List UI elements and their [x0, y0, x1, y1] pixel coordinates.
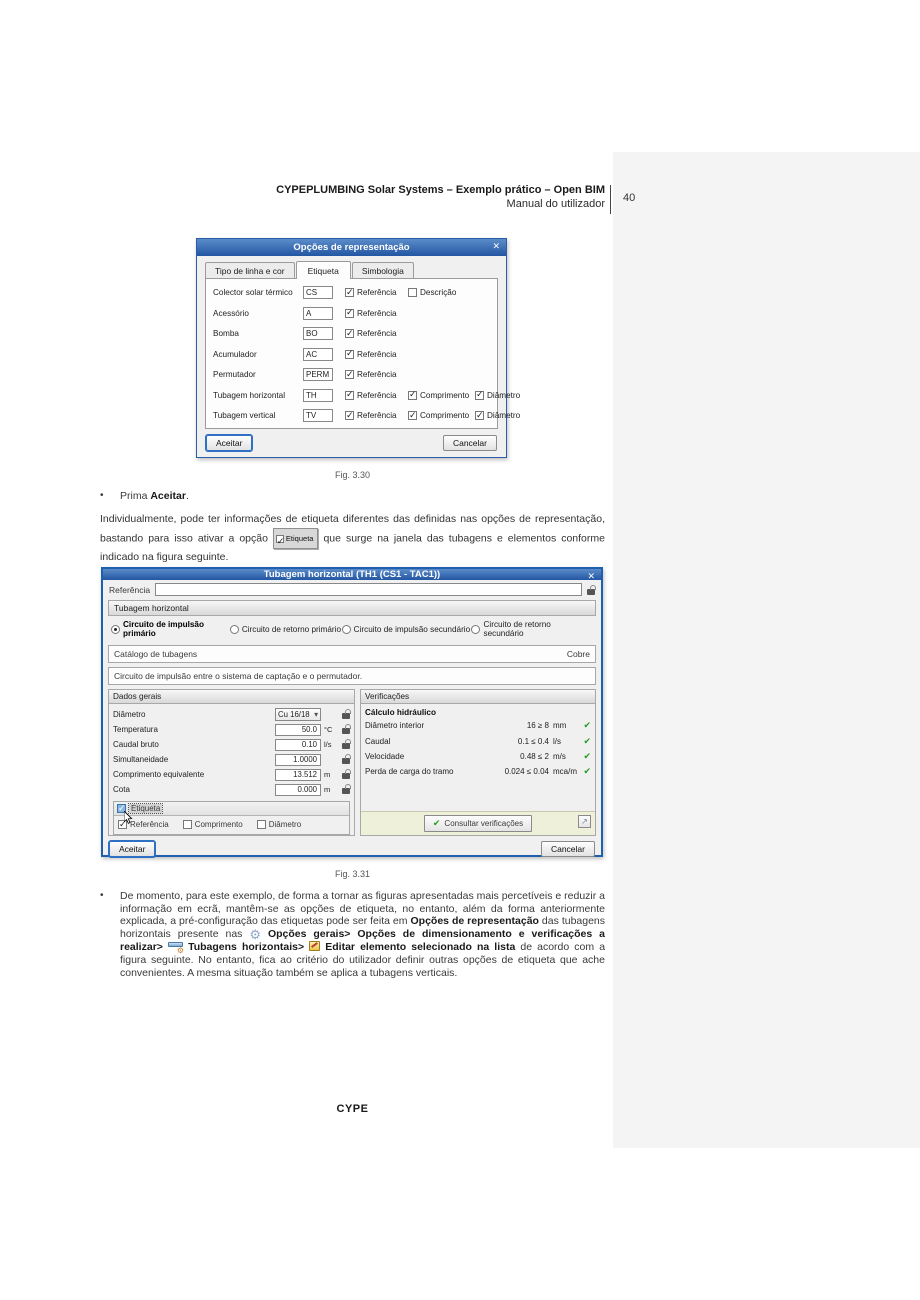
tab-simbologia[interactable]: Simbologia [352, 262, 414, 278]
text-run-bold: Opções de representação [410, 915, 539, 928]
text-run-bold: Aceitar [150, 490, 186, 502]
manual-subtitle: Manual do utilizador [506, 198, 605, 210]
check-icon: ✔ [432, 818, 441, 828]
dados-gerais-header: Dados gerais [109, 690, 354, 704]
chip-label: Etiqueta [285, 534, 314, 543]
radio-circuito-retorno-secundario[interactable] [471, 620, 593, 638]
consult-bar [361, 811, 595, 835]
cancel-button[interactable]: Cancelar [443, 435, 497, 451]
select-value: Cu 16/18 [278, 710, 310, 719]
checkbox-referencia[interactable] [345, 391, 396, 400]
lock-icon[interactable] [587, 589, 595, 595]
text-run-bold: Tubagens horizontais> [188, 941, 305, 954]
checkbox-label: Referência [357, 370, 397, 380]
field-label: Simultaneidade [113, 755, 169, 764]
checkbox-referencia[interactable] [345, 309, 396, 318]
radio-button[interactable] [342, 625, 351, 634]
row-diametro [109, 707, 354, 722]
dialog1-title: Opções de representação [293, 241, 410, 253]
reference-code-input[interactable]: PERM [303, 368, 333, 381]
checkbox-box[interactable] [345, 329, 354, 338]
row-label: Permutador [213, 370, 256, 380]
referencia-input[interactable] [155, 583, 582, 596]
dialog1-titlebar[interactable] [197, 239, 506, 256]
dialog2-panels [108, 689, 596, 836]
text-run: . [185, 490, 189, 502]
check-unit: mm [553, 721, 567, 731]
checkbox-label: Comprimento [420, 390, 470, 400]
reference-code-input[interactable]: TV [303, 409, 333, 422]
check-label: Velocidade [365, 751, 405, 761]
checkbox-box[interactable] [183, 820, 192, 829]
field-label: Cota [113, 785, 130, 794]
check-unit: m/s [553, 751, 566, 761]
tab-tipo-de-linha-e-cor[interactable]: Tipo de linha e cor [205, 262, 295, 278]
checkbox-label: Referência [130, 820, 169, 829]
accept-button[interactable]: Aceitar [206, 435, 252, 451]
edit-element-icon [309, 941, 320, 951]
row-label: Colector solar térmico [213, 288, 293, 298]
etiqueta-group-box [113, 801, 350, 835]
lock-icon[interactable] [342, 728, 350, 734]
radio-label: Circuito de impulsão primário [123, 620, 204, 638]
radio-button[interactable] [471, 625, 480, 634]
checkbox-label: Referência [357, 390, 397, 400]
horizontal-pipes-icon: ⚙ [168, 941, 183, 952]
referencia-label: Referência [109, 584, 151, 595]
etiqueta-options-row [114, 816, 349, 834]
unit-label: °C [324, 725, 333, 734]
row-label: Acessório [213, 308, 249, 318]
pass-check-icon: ✔ [583, 750, 591, 761]
reference-code-input[interactable]: TH [303, 389, 333, 402]
dialog2-titlebar[interactable] [103, 569, 601, 580]
page-number: 40 [623, 192, 636, 204]
row-comprimento-equivalente [109, 767, 354, 782]
consultar-verificacoes-button[interactable] [424, 815, 532, 832]
bullet-de-momento [100, 890, 605, 979]
row-label: Tubagem vertical [213, 411, 276, 421]
checkbox-box[interactable] [475, 411, 484, 420]
checkbox-box [276, 535, 284, 543]
close-icon[interactable]: ✕ [587, 571, 595, 581]
verificacoes-panel [360, 689, 596, 836]
text-run: de acordo com a figura seguinte. No entanto, fica ao critério do utilizador definir outras opções de etiqueta que ache convenientes. A mesma situação também se aplica a tubagens verticais. [120, 941, 606, 979]
row-tubagem-horizontal [206, 385, 521, 406]
check-value: 0.48 ≤ 2 [520, 751, 549, 761]
check-row-perda-de-carga [361, 764, 595, 779]
check-label: Perda de carga do tramo [365, 767, 454, 777]
footer-brand: CYPE [336, 1103, 369, 1115]
lock-icon[interactable] [342, 713, 350, 719]
paragraph-individualmente [100, 511, 605, 566]
checkbox-diametro[interactable] [475, 411, 520, 420]
etiqueta-option-chip [273, 528, 319, 549]
caudal-bruto-input[interactable]: 0.10 [275, 739, 321, 751]
etiqueta-tab-panel [205, 278, 521, 430]
cancel-button[interactable]: Cancelar [541, 841, 595, 857]
check-row-velocidade [361, 749, 595, 764]
checkbox-diametro[interactable] [475, 391, 520, 400]
checkbox-label: Comprimento [420, 411, 470, 421]
row-caudal-bruto [109, 737, 354, 752]
dialog1-button-row [197, 429, 506, 457]
radio-label: Circuito de retorno primário [241, 624, 342, 634]
radio-button[interactable] [230, 625, 239, 634]
check-label: Diâmetro interior [365, 721, 425, 731]
chevron-down-icon: ▾ [314, 710, 318, 719]
radio-circuito-retorno-primario[interactable] [230, 625, 342, 634]
checkbox-label: Comprimento [194, 820, 243, 829]
check-row-caudal [361, 733, 595, 748]
text-run-bold: Editar elemento selecionado na lista [325, 941, 516, 954]
bullet-text [120, 890, 605, 979]
row-label: Bomba [213, 329, 239, 339]
bullet-prima-aceitar [100, 490, 605, 502]
page-header [276, 183, 605, 211]
radio-circuito-impulsao-primario[interactable] [111, 620, 230, 638]
group-header-tubagem-horizontal: Tubagem horizontal [108, 600, 596, 616]
checkbox-referencia[interactable] [345, 288, 396, 297]
comprimento-equivalente-input[interactable]: 13.512 [275, 769, 321, 781]
field-label: Caudal bruto [113, 740, 159, 749]
radio-label: Circuito de impulsão secundário [353, 624, 471, 634]
text-run: das tubagens horizontais presente nas [120, 915, 606, 940]
checkbox-referencia[interactable] [345, 350, 396, 359]
checkbox-comprimento[interactable] [408, 411, 470, 421]
accept-button[interactable]: Aceitar [109, 841, 155, 857]
row-label: Tubagem horizontal [213, 390, 286, 400]
checkbox-diametro[interactable] [257, 820, 301, 829]
checkbox-label: Referência [357, 411, 397, 421]
reference-code-input[interactable]: BO [303, 327, 333, 340]
simultaneidade-input[interactable]: 1.0000 [275, 754, 321, 766]
text-run-bold: Opções gerais> Opções de dimensionamento e verificações a realizar> [120, 927, 605, 954]
row-simultaneidade [109, 752, 354, 767]
checkbox-label: Diâmetro [487, 390, 521, 400]
circuit-radio-row [103, 616, 601, 643]
text-run: Individualmente, pode ter informações de etiqueta diferentes das definidas nas opções de representação, bastando para isso ativar a opção [100, 513, 605, 545]
radio-button[interactable] [111, 625, 120, 634]
close-icon[interactable]: ✕ [492, 241, 500, 251]
right-margin-panel [613, 152, 920, 1148]
lock-icon[interactable] [342, 758, 350, 764]
row-permutador [206, 365, 497, 386]
dialog1-tabstrip [205, 261, 498, 278]
verificacoes-header: Verificações [361, 690, 595, 704]
tubagem-horizontal-dialog [101, 567, 603, 857]
bullet-marker: • [100, 490, 104, 501]
representation-options-dialog [196, 238, 521, 458]
circuit-description-box: Circuito de impulsão entre o sistema de captação e o permutador. [108, 667, 596, 685]
row-label: Acumulador [213, 349, 257, 359]
checkbox-label: Descrição [420, 288, 457, 298]
checkbox-box[interactable] [345, 350, 354, 359]
field-label: Temperatura [113, 725, 158, 734]
text-run: que surge na janela das tubagens e elementos conforme indicado na figura seguinte. [100, 532, 605, 563]
referencia-row [103, 580, 601, 598]
unit-label: m [324, 770, 331, 779]
catalogo-tubagens-row[interactable] [108, 645, 596, 663]
row-tubagem-vertical [206, 406, 521, 427]
mouse-cursor-icon [124, 811, 133, 824]
figure-caption-330: Fig. 3.30 [334, 470, 371, 480]
etiqueta-toggle-label: Etiqueta [131, 804, 161, 813]
dados-gerais-panel [108, 689, 355, 836]
row-bomba [206, 324, 497, 345]
reference-code-input[interactable]: CS [303, 286, 333, 299]
catalogo-label: Catálogo de tubagens [114, 649, 198, 659]
check-unit: l/s [553, 736, 561, 746]
figure-caption-331: Fig. 3.31 [334, 869, 371, 879]
lock-icon[interactable] [342, 788, 350, 794]
lock-icon[interactable] [342, 773, 350, 779]
checkbox-label: Referência [357, 308, 397, 318]
expand-report-button[interactable]: ↗ [578, 815, 591, 828]
checkbox-label: Referência [357, 329, 397, 339]
unit-label: l/s [324, 740, 332, 749]
checkbox-comprimento[interactable] [183, 820, 243, 829]
check-unit: mca/m [553, 767, 577, 777]
lock-icon[interactable] [342, 743, 350, 749]
cota-input[interactable]: 0.000 [275, 784, 321, 796]
reference-code-input[interactable]: AC [303, 348, 333, 361]
checkbox-box[interactable] [345, 411, 354, 420]
row-cota [109, 782, 354, 797]
diametro-select[interactable] [275, 708, 321, 721]
checkbox-box[interactable] [257, 820, 266, 829]
checkbox-descricao[interactable] [408, 288, 459, 297]
pass-check-icon: ✔ [583, 720, 591, 731]
check-value: 16 ≥ 8 [526, 721, 549, 731]
field-label: Comprimento equivalente [113, 770, 205, 779]
temperatura-input[interactable]: 50.0 [275, 724, 321, 736]
pass-check-icon: ✔ [583, 735, 591, 746]
text-run: Prima [120, 490, 151, 502]
unit-label: m [324, 785, 331, 794]
radio-label: Circuito de retorno secundário [483, 620, 551, 638]
checkbox-label: Diâmetro [268, 820, 302, 829]
checkbox-box[interactable] [408, 288, 417, 297]
check-label: Caudal [365, 736, 391, 746]
header-divider [610, 185, 611, 214]
etiqueta-toggle[interactable] [114, 802, 349, 816]
check-value: 0.024 ≤ 0.04 [504, 767, 549, 777]
check-row-diametro-interior [361, 718, 595, 733]
checkbox-box[interactable] [345, 309, 354, 318]
gear-icon: ⚙ [249, 926, 261, 942]
bullet-marker: • [100, 890, 104, 901]
manual-title: CYPEPLUMBING Solar Systems – Exemplo prático – Open BIM [276, 184, 605, 196]
checkbox-box[interactable] [408, 411, 417, 420]
row-temperatura [109, 722, 354, 737]
pass-check-icon: ✔ [583, 766, 591, 777]
button-label: Consultar verificações [444, 819, 524, 828]
checkbox-box[interactable] [408, 391, 417, 400]
radio-circuito-impulsao-secundario[interactable] [342, 625, 472, 634]
bullet-text [120, 490, 605, 502]
checkbox-comprimento[interactable] [408, 390, 470, 400]
dialog2-button-row [103, 836, 601, 862]
checkbox-label: Diâmetro [487, 411, 521, 421]
checkbox-box[interactable] [345, 370, 354, 379]
calculo-hidraulico-heading: Cálculo hidráulico [365, 708, 436, 717]
checkbox-label: Referência [357, 349, 397, 359]
reference-code-input[interactable]: A [303, 307, 333, 320]
tab-etiqueta[interactable]: Etiqueta [296, 261, 351, 279]
checkbox-label: Referência [357, 288, 397, 298]
checkbox-referencia[interactable] [345, 370, 396, 379]
row-colector-solar-termico [206, 283, 497, 304]
checkbox-box[interactable] [475, 391, 484, 400]
row-acessorio [206, 303, 497, 324]
check-value: 0.1 ≤ 0.4 [517, 736, 549, 746]
dialog2-title: Tubagem horizontal (TH1 (CS1 - TAC1)) [263, 569, 441, 580]
text-run: De momento, para este exemplo, de forma a tornar as figuras apresentadas mais percetíveis e reduzir a informação em ecrã, mantêm-se as opções de etiqueta, no entanto, além da forma anteriormente explicada, a pré-configuração das etiquetas pode ser feita em [120, 890, 605, 928]
checkbox-box[interactable] [345, 288, 354, 297]
row-acumulador [206, 344, 497, 365]
checkbox-referencia[interactable] [345, 329, 396, 338]
catalogo-value: Cobre [566, 649, 590, 659]
checkbox-referencia[interactable] [345, 411, 396, 420]
field-label: Diâmetro [113, 710, 146, 719]
checkbox-box[interactable] [345, 391, 354, 400]
